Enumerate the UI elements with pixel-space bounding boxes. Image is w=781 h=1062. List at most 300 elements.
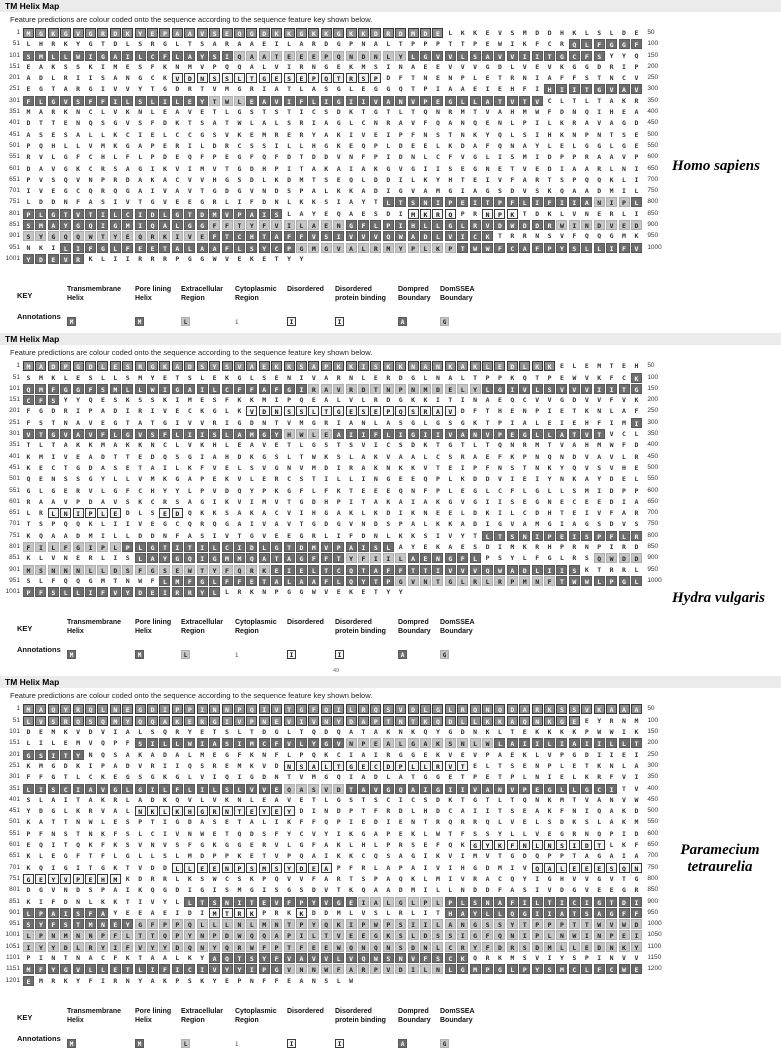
residue-cell: V	[76, 175, 81, 184]
residue-cell: F	[544, 576, 555, 586]
residue-cell: T	[187, 119, 192, 128]
row-end-number: 400	[647, 784, 659, 792]
residue-cell: F	[609, 509, 614, 518]
residue-cell: D	[113, 40, 118, 49]
residue-cell: L	[386, 531, 391, 540]
residue-cell: N	[73, 930, 84, 940]
residue-cell: I	[386, 818, 391, 827]
residue-cell: A	[271, 231, 282, 241]
residue-cell: I	[420, 429, 431, 439]
residue-cell: W	[184, 738, 195, 748]
residue-cell: R	[100, 164, 105, 173]
residue-cell: K	[249, 588, 254, 597]
residue-cell: P	[556, 919, 567, 929]
residue-cell: K	[336, 852, 341, 861]
residue-cell: K	[259, 565, 270, 575]
residue-cell: K	[125, 954, 130, 962]
residue-cell: I	[435, 396, 440, 405]
residue-cell: S	[125, 373, 130, 382]
residue-cell: A	[88, 452, 93, 461]
residue-cell: K	[159, 361, 170, 371]
residue-cell: A	[634, 108, 639, 117]
residue-cell: K	[460, 29, 465, 37]
key-column-header: Disordered	[287, 1007, 324, 1015]
residue-cell: L	[383, 897, 394, 907]
residue-cell: R	[470, 576, 481, 586]
row-start-number: 951	[9, 576, 20, 584]
residue-cell: D	[485, 542, 490, 551]
residue-cell: H	[212, 175, 217, 184]
residue-cell: V	[125, 85, 130, 94]
residue-cell: A	[420, 738, 431, 748]
row-end-number: 350	[647, 773, 659, 781]
residue-cell: A	[373, 40, 378, 49]
sequence-row	[0, 817, 781, 828]
residue-cell: T	[519, 96, 530, 106]
residue-cell: L	[473, 74, 478, 83]
residue-cell: T	[333, 761, 344, 771]
residue-cell: T	[234, 806, 245, 816]
residue-cell: I	[274, 40, 279, 49]
residue-cell: N	[85, 930, 96, 940]
residue-cell: P	[175, 976, 180, 985]
residue-cell: V	[262, 463, 267, 472]
row-end-number: 900	[647, 221, 659, 229]
residue-cell: I	[584, 509, 589, 518]
residue-cell: Q	[60, 231, 71, 241]
residue-cell: L	[209, 919, 220, 929]
residue-cell: P	[619, 197, 630, 207]
residue-cell: I	[535, 130, 540, 139]
residue-cell: Y	[209, 942, 220, 952]
residue-cell: N	[395, 716, 406, 726]
residue-cell: K	[386, 497, 391, 506]
residue-cell: Q	[38, 531, 43, 540]
residue-cell: S	[113, 750, 118, 759]
residue-cell: V	[125, 119, 130, 128]
residue-cell: K	[113, 141, 118, 150]
residue-cell: M	[76, 739, 81, 748]
residue-cell: A	[51, 497, 56, 506]
residue-cell: L	[175, 852, 180, 861]
residue-cell: T	[497, 74, 502, 83]
residue-cell: N	[271, 406, 282, 416]
residue-cell: I	[88, 761, 93, 770]
residue-cell: I	[212, 773, 217, 782]
residue-cell: D	[473, 520, 478, 529]
residue-cell: I	[336, 829, 341, 838]
residue-cell: N	[522, 407, 527, 416]
species-name-line: Homo sapiens	[672, 158, 760, 174]
residue-cell: S	[594, 51, 605, 61]
residue-cell: E	[547, 829, 552, 838]
residue-cell: G	[370, 930, 381, 940]
residue-cell: P	[23, 209, 34, 219]
row-start-number: 301	[9, 96, 20, 104]
residue-cell: E	[485, 74, 490, 83]
residue-cell: G	[448, 441, 453, 450]
residue-cell: V	[100, 807, 105, 816]
residue-cell: L	[535, 750, 540, 759]
residue-cell: Q	[336, 728, 341, 737]
residue-cell: L	[569, 942, 580, 952]
residue-cell: S	[187, 373, 192, 382]
residue-cell: I	[457, 231, 468, 241]
residue-cell: T	[60, 209, 71, 219]
residue-cell: P	[212, 852, 217, 861]
residue-cell: L	[519, 197, 530, 207]
key-column-header: Disordered protein binding	[335, 1007, 386, 1024]
residue-cell: V	[262, 520, 267, 529]
residue-cell: L	[510, 829, 515, 838]
residue-cell: A	[324, 119, 329, 128]
residue-cell: K	[346, 361, 357, 371]
residue-cell: A	[346, 243, 357, 253]
residue-cell: D	[311, 497, 316, 506]
residue-cell: N	[594, 197, 605, 207]
residue-cell: I	[398, 509, 403, 518]
row-start-number: 551	[9, 486, 20, 494]
residue-cell: L	[535, 818, 540, 827]
residue-cell: T	[284, 942, 295, 952]
residue-cell: P	[398, 520, 403, 529]
key-sample-glyph	[135, 1033, 144, 1051]
residue-cell: E	[522, 475, 527, 484]
residue-cell: K	[435, 542, 440, 551]
residue-cell: L	[349, 841, 354, 850]
residue-cell: E	[358, 930, 369, 940]
residue-cell: H	[622, 463, 626, 472]
residue-cell: K	[38, 243, 43, 252]
residue-cell: A	[606, 704, 617, 714]
residue-cell: I	[85, 587, 96, 597]
residue-cell: L	[209, 576, 220, 586]
residue-cell: K	[448, 141, 453, 150]
residue-cell: V	[609, 463, 614, 472]
residue-cell: S	[35, 750, 46, 760]
residue-cell: K	[26, 863, 31, 872]
residue-cell: N	[110, 704, 121, 714]
residue-cell: V	[73, 28, 84, 38]
residue-cell: E	[460, 542, 465, 551]
residue-cell: D	[609, 520, 614, 529]
residue-cell: D	[38, 198, 43, 207]
residue-cell: V	[584, 886, 589, 895]
residue-cell: E	[135, 243, 146, 253]
residue-cell: P	[358, 738, 369, 748]
residue-cell: F	[147, 919, 158, 929]
residue-cell: G	[200, 130, 205, 139]
residue-cell: L	[110, 429, 121, 439]
key-column-header: DomSSEA Boundary	[440, 619, 475, 636]
residue-cell: N	[311, 976, 316, 985]
residue-cell: S	[187, 976, 192, 985]
residue-cell: R	[473, 874, 478, 883]
residue-cell: Q	[85, 704, 96, 714]
residue-cell: W	[296, 429, 307, 439]
residue-cell: Q	[358, 953, 369, 963]
residue-cell: L	[100, 254, 105, 263]
residue-cell: C	[507, 243, 518, 253]
residue-cell: V	[473, 750, 478, 759]
residue-cell: R	[38, 509, 43, 518]
residue-cell: G	[175, 773, 180, 782]
residue-cell: Q	[361, 886, 366, 895]
residue-cell: L	[622, 175, 626, 184]
residue-cell: L	[110, 542, 121, 552]
residue-cell: T	[373, 588, 378, 597]
residue-cell: G	[48, 231, 59, 241]
residue-cell: P	[370, 716, 381, 726]
residue-cell: D	[163, 119, 167, 128]
panel-title: TM Helix Map	[0, 0, 781, 12]
row-end-number: 50	[647, 362, 655, 370]
residue-cell: V	[225, 531, 229, 540]
residue-cell: T	[609, 130, 614, 139]
residue-cell: I	[547, 407, 552, 416]
residue-cell: P	[336, 818, 341, 827]
residue-cell: V	[23, 429, 34, 439]
residue-cell: E	[163, 908, 167, 917]
residue-cell: H	[497, 407, 502, 416]
residue-cell: E	[150, 130, 155, 139]
residue-cell: Y	[470, 384, 481, 394]
residue-cell: I	[358, 897, 369, 907]
residue-cell: D	[373, 773, 378, 782]
residue-cell: G	[445, 220, 456, 230]
row-start-number: 201	[9, 750, 20, 758]
residue-cell: R	[113, 795, 118, 804]
residue-cell: L	[88, 130, 93, 139]
residue-cell: S	[519, 942, 530, 952]
residue-cell: P	[544, 531, 555, 541]
residue-cell: V	[432, 51, 443, 61]
residue-cell: G	[38, 407, 43, 416]
residue-cell: A	[259, 96, 270, 106]
residue-cell: A	[386, 418, 391, 427]
residue-cell: Q	[572, 463, 577, 472]
residue-cell: N	[408, 361, 419, 371]
residue-cell: L	[383, 429, 394, 439]
residue-cell: R	[76, 85, 81, 94]
residue-cell: I	[556, 897, 567, 907]
residue-cell: Q	[597, 807, 602, 816]
residue-cell: A	[249, 818, 254, 827]
residue-cell: M	[100, 141, 105, 150]
residue-cell: I	[346, 919, 357, 929]
residue-cell: L	[411, 908, 416, 917]
residue-cell: L	[234, 243, 245, 253]
residue-cell: I	[532, 908, 543, 918]
residue-cell: S	[522, 954, 527, 962]
residue-cell: P	[100, 761, 105, 770]
residue-cell: K	[510, 452, 515, 461]
row-end-number: 900	[647, 554, 659, 562]
residue-cell: A	[63, 85, 68, 94]
residue-cell: G	[197, 576, 208, 586]
residue-cell: A	[572, 187, 577, 196]
residue-cell: L	[485, 153, 490, 162]
residue-cell: Y	[435, 728, 440, 737]
residue-cell: T	[584, 761, 589, 770]
residue-cell: D	[547, 164, 552, 173]
residue-cell: P	[51, 520, 56, 529]
residue-cell: F	[76, 198, 81, 207]
residue-cell: E	[51, 187, 56, 196]
residue-cell: D	[311, 886, 316, 895]
residue-cell: R	[634, 452, 639, 461]
residue-cell: N	[609, 795, 614, 804]
residue-cell: T	[249, 728, 254, 737]
residue-cell: F	[544, 197, 555, 207]
residue-cell: K	[346, 28, 357, 38]
residue-cell: G	[423, 773, 428, 782]
residue-cell: F	[97, 429, 108, 439]
sequence-row	[0, 84, 781, 95]
row-start-number: 651	[9, 175, 20, 183]
residue-cell: Q	[100, 750, 105, 759]
residue-cell: I	[274, 396, 279, 405]
residue-cell: I	[370, 553, 381, 563]
row-end-number: 450	[647, 795, 659, 803]
residue-cell: L	[634, 187, 639, 196]
residue-cell: D	[324, 908, 329, 917]
residue-cell: D	[597, 187, 602, 196]
residue-cell: L	[184, 784, 195, 794]
residue-cell: A	[259, 553, 270, 563]
row-start-number: 801	[9, 209, 20, 217]
residue-cell: G	[333, 96, 344, 106]
residue-cell: R	[135, 361, 146, 371]
residue-cell: S	[150, 509, 155, 518]
residue-cell: V	[150, 897, 155, 906]
residue-cell: S	[584, 818, 589, 827]
residue-cell: F	[594, 964, 605, 974]
residue-cell: V	[606, 84, 617, 94]
residue-cell: P	[73, 874, 84, 884]
residue-cell: L	[324, 187, 329, 196]
residue-cell: E	[609, 886, 614, 895]
sequence-row	[0, 384, 781, 395]
residue-cell: Q	[370, 704, 381, 714]
residue-cell: L	[110, 243, 121, 253]
residue-cell: I	[172, 231, 183, 241]
residue-cell: I	[321, 96, 332, 106]
residue-cell: G	[73, 542, 84, 552]
residue-cell: L	[510, 119, 515, 128]
residue-cell: E	[522, 818, 527, 827]
residue-cell: A	[634, 761, 639, 770]
row-start-number: 1	[16, 29, 20, 36]
residue-cell: S	[448, 452, 453, 461]
residue-cell: D	[373, 187, 378, 196]
residue-cell: T	[299, 164, 304, 173]
residue-cell: T	[361, 497, 366, 506]
residue-cell: D	[631, 553, 642, 563]
sequence-row	[0, 942, 781, 953]
residue-cell: I	[634, 175, 639, 184]
residue-cell: G	[138, 74, 143, 83]
residue-cell: L	[287, 198, 291, 207]
residue-cell: F	[38, 773, 43, 782]
residue-cell: S	[581, 531, 592, 541]
residue-cell: I	[346, 96, 357, 106]
residue-cell: V	[274, 852, 279, 861]
residue-cell: F	[234, 576, 245, 586]
residue-cell: P	[26, 829, 31, 838]
residue-cell: Q	[510, 874, 515, 883]
residue-cell: P	[494, 209, 505, 219]
residue-cell: I	[187, 164, 192, 173]
residue-cell: V	[445, 565, 456, 575]
residue-cell: K	[497, 954, 502, 962]
residue-cell: T	[311, 795, 316, 804]
residue-cell: V	[532, 96, 543, 106]
residue-cell: L	[287, 728, 291, 737]
residue-cell: G	[135, 704, 146, 714]
residue-cell: E	[262, 40, 267, 49]
residue-cell: T	[63, 463, 68, 472]
residue-cell: C	[88, 108, 93, 117]
residue-cell: P	[234, 863, 245, 873]
residue-cell: K	[159, 231, 170, 241]
residue-cell: K	[76, 164, 81, 173]
residue-cell: N	[510, 141, 515, 150]
residue-cell: T	[485, 407, 490, 416]
residue-cell: G	[23, 750, 34, 760]
residue-cell: L	[38, 795, 43, 804]
residue-cell: K	[200, 976, 205, 985]
residue-cell: Y	[395, 243, 406, 253]
residue-cell: D	[631, 220, 642, 230]
row-start-number: 501	[9, 818, 20, 826]
residue-cell: A	[234, 429, 245, 439]
residue-cell: P	[296, 897, 307, 907]
row-start-number: 1151	[6, 965, 20, 973]
residue-cell: P	[420, 96, 431, 106]
residue-cell: G	[296, 704, 307, 714]
residue-cell: T	[572, 795, 577, 804]
residue-cell: L	[249, 119, 254, 128]
sequence-row	[0, 542, 781, 553]
residue-cell: G	[200, 198, 205, 207]
residue-cell: E	[423, 841, 428, 850]
residue-cell: G	[324, 773, 329, 782]
residue-cell: I	[125, 407, 130, 416]
residue-cell: Y	[470, 908, 481, 918]
residue-cell: Q	[262, 153, 267, 162]
residue-cell: L	[457, 220, 468, 230]
residue-cell: A	[311, 164, 316, 173]
residue-cell: V	[246, 784, 257, 794]
residue-cell: D	[163, 153, 167, 162]
residue-cell: D	[547, 29, 552, 37]
residue-cell: E	[411, 141, 416, 150]
residue-cell: E	[398, 475, 403, 484]
residue-cell: K	[373, 463, 378, 472]
sequence-row	[0, 587, 781, 598]
sequence-row	[0, 197, 781, 208]
key-glyph-box: G	[440, 1039, 449, 1048]
residue-cell: F	[35, 964, 46, 974]
residue-cell: Q	[76, 520, 81, 529]
residue-cell: L	[609, 841, 614, 850]
residue-cell: K	[435, 497, 440, 506]
residue-cell: M	[23, 28, 34, 38]
row-start-number: 601	[9, 841, 20, 849]
residue-cell: E	[200, 728, 205, 737]
residue-cell: K	[76, 807, 81, 816]
